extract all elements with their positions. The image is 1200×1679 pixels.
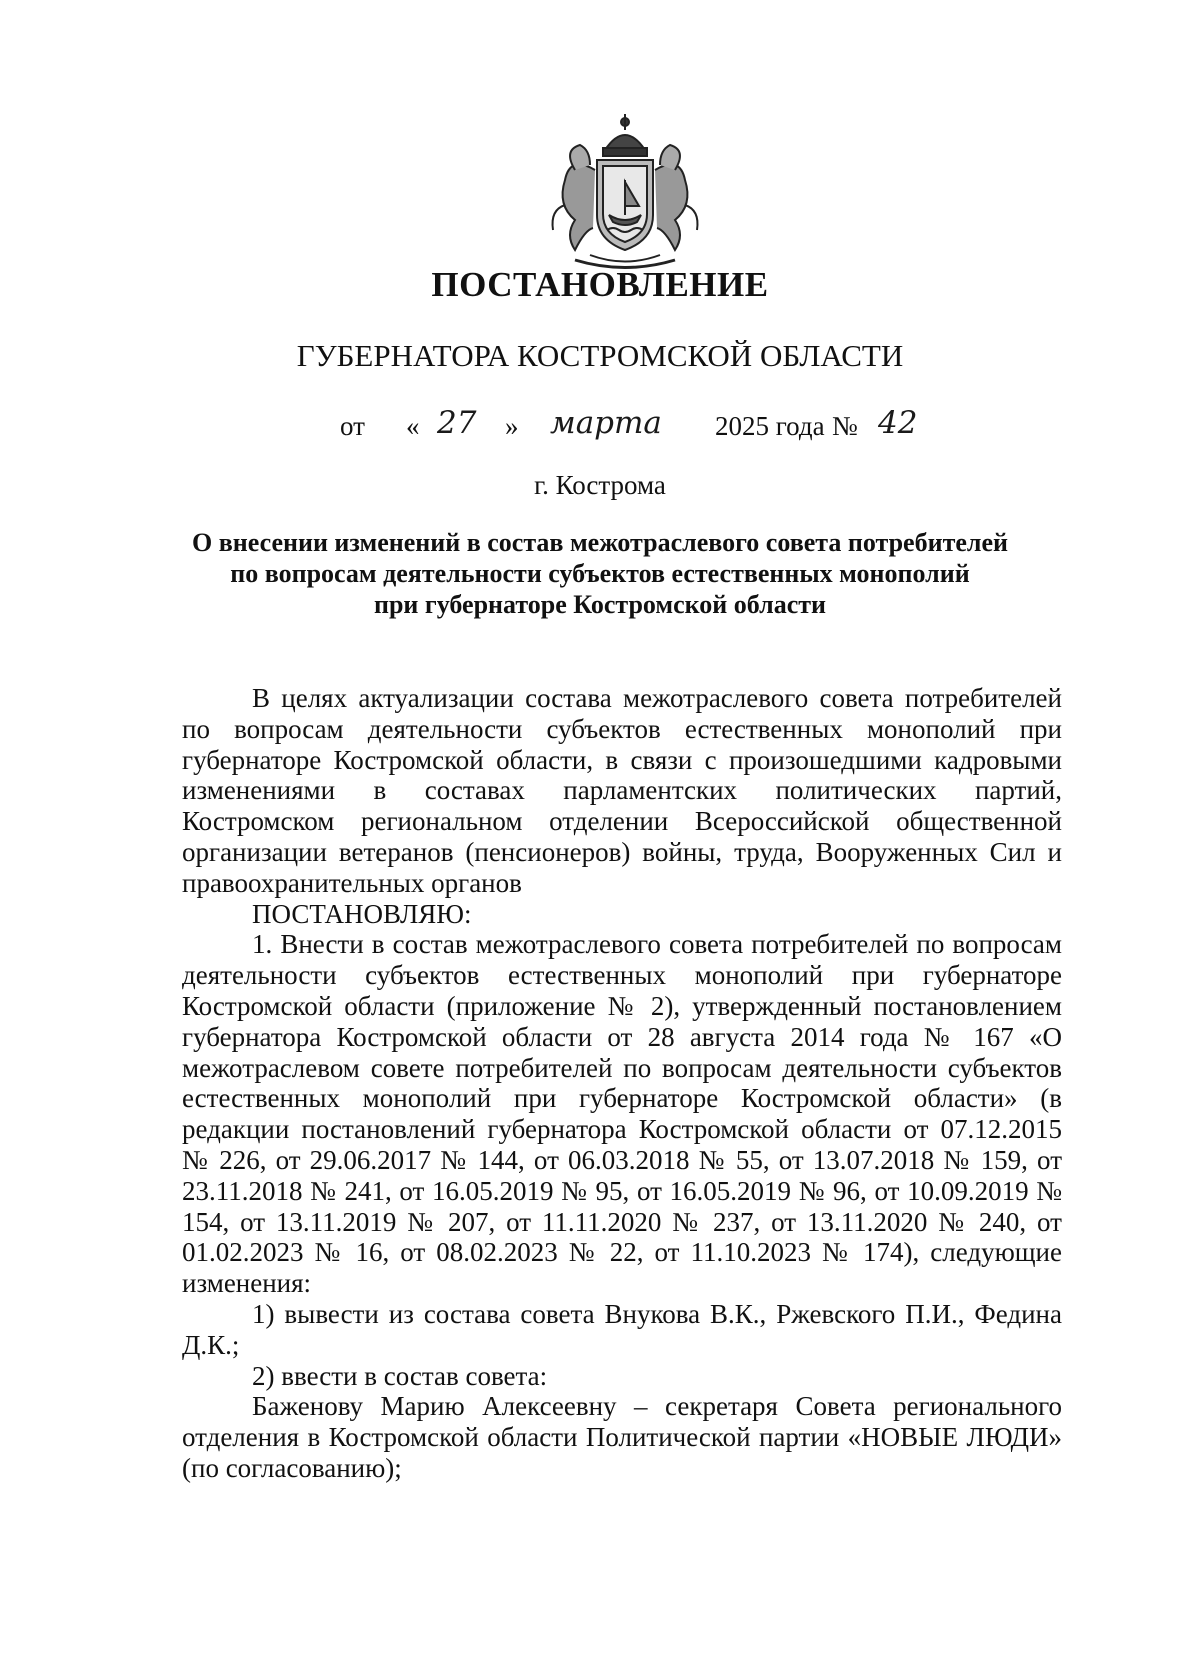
date-month-handwritten: марта [550, 405, 662, 441]
heading-line: О внесении изменений в состав межотраслевого совета потребителей [191, 528, 1008, 557]
document-date-line [340, 405, 940, 455]
document-issuer: ГУБЕРНАТОРА КОСТРОМСКОЙ ОБЛАСТИ [296, 338, 904, 373]
date-quote-close: » [505, 411, 519, 441]
date-year: 2025 года [715, 411, 825, 441]
subitem-2-paragraph: 2) ввести в состав совета: [252, 1360, 548, 1391]
document-title: ПОСТАНОВЛЕНИЕ [431, 265, 769, 304]
number-label: № [832, 411, 858, 441]
document-body [182, 683, 1062, 1484]
heading-line: при губернаторе Костромской области [373, 590, 827, 619]
document-number-handwritten: 42 [878, 405, 918, 441]
member-paragraph: Баженову Марию Алексеевну – секретаря Совета регионального отделения в Костромской области Политической партии «НОВЫЕ ЛЮДИ» (по согласованию); [182, 1391, 1062, 1483]
decree-word: ПОСТАНОВЛЯЮ: [252, 898, 472, 929]
heading-line: по вопросам деятельности субъектов естественных монополий [230, 559, 970, 588]
document-heading [150, 527, 1050, 620]
date-prefix: от [340, 411, 365, 441]
date-quote-open: « [406, 411, 420, 441]
document-city: г. Кострома [534, 470, 666, 500]
preamble-paragraph: В целях актуализации состава межотраслевого совета потребителей по вопросам деятельности субъектов естественных монополий при губернаторе Костромской области, в связи с произошедшими кадровыми изменениями в составах парламентских политических партий, Костромском региональном отделении Всероссийской общественной организации ветеранов (пенсионеров) войны, труда, Вооруженных Сил и правоохранительных органов [182, 683, 1062, 898]
coat-of-arms-icon [535, 110, 715, 280]
date-day-handwritten: 27 [437, 405, 477, 441]
item-1-paragraph: 1. Внести в состав межотраслевого совета потребителей по вопросам деятельности субъектов естественных монополий при губернаторе Костромской области (приложение № 2), утвержденный постановлением губернатора Костромской области от 28 августа 2014 года № 167 «О межотраслевом совете потребителей по вопросам деятельности субъектов естественных монополий при губернаторе Костромской области» (в редакции постановлений губернатора Костромской области от 07.12.2015 № 226, от 29.06.2017 № 144, от 06.03.2018 № 55, от 13.07.2018 № 159, от 23.11.2018 № 241, от 16.05.2019 № 95, от 16.05.2019 № 96, от 10.09.2019 № 154, от 13.11.2019 № 207, от 11.11.2020 № 237, от 13.11.2020 № 240, от 01.02.2023 № 16, от 08.02.2023 № 22, от 11.10.2023 № 174), следующие изменения: [182, 929, 1062, 1299]
subitem-1-paragraph: 1) вывести из состава совета Внукова В.К., Ржевского П.И., Федина Д.К.; [182, 1298, 1062, 1360]
